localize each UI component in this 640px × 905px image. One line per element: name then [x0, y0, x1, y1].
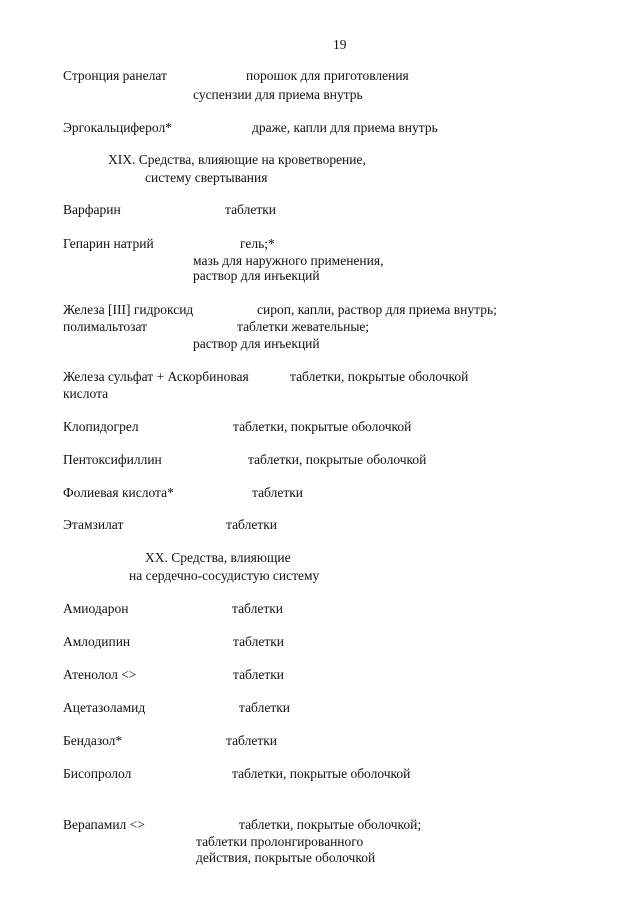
- drug-form: таблетки: [239, 700, 291, 715]
- drug-name: Эргокальциферол*: [63, 120, 172, 135]
- drug-name: Этамзилат: [63, 517, 124, 532]
- drug-form: мазь для наружного применения,: [193, 253, 384, 268]
- drug-form: таблетки: [232, 601, 284, 616]
- drug-form: раствор для инъекций: [193, 268, 320, 283]
- section-heading: на сердечно-сосудистую систему: [129, 568, 320, 583]
- drug-name: Бисопролол: [63, 766, 132, 781]
- drug-name: Фолиевая кислота*: [63, 485, 174, 500]
- page-number: 19: [333, 37, 347, 52]
- drug-form: раствор для инъекций: [193, 336, 320, 351]
- drug-name: Клопидогрел: [63, 419, 139, 434]
- drug-name: Амиодарон: [63, 601, 129, 616]
- section-heading: систему свертывания: [145, 170, 268, 185]
- drug-form: таблетки, покрытые оболочкой: [248, 452, 427, 467]
- drug-name: Стронция ранелат: [63, 68, 167, 83]
- drug-form: гель;*: [240, 236, 275, 251]
- drug-form: таблетки, покрытые оболочкой: [290, 369, 469, 384]
- drug-form: таблетки: [226, 733, 278, 748]
- drug-name: Бендазол*: [63, 733, 123, 748]
- drug-name: кислота: [63, 386, 109, 401]
- section-heading: XX. Средства, влияющие: [145, 550, 291, 565]
- drug-name: Гепарин натрий: [63, 236, 154, 251]
- section-heading: XIX. Средства, влияющие на кроветворение,: [108, 152, 366, 167]
- drug-form: таблетки: [226, 517, 278, 532]
- drug-name: Варфарин: [63, 202, 121, 217]
- drug-form: таблетки пролонгированного: [196, 834, 364, 849]
- drug-name: Железа сульфат + Аскорбиновая: [63, 369, 249, 384]
- drug-form: таблетки: [252, 485, 304, 500]
- drug-form: таблетки, покрытые оболочкой: [232, 766, 411, 781]
- drug-form: действия, покрытые оболочкой: [196, 850, 376, 865]
- drug-form: таблетки жевательные;: [237, 319, 370, 334]
- drug-name: Железа [III] гидроксид: [63, 302, 194, 317]
- drug-name: Верапамил <>: [63, 817, 145, 832]
- drug-name: Атенолол <>: [63, 667, 137, 682]
- drug-form: таблетки, покрытые оболочкой: [233, 419, 412, 434]
- drug-name: Пентоксифиллин: [63, 452, 162, 467]
- drug-form: таблетки, покрытые оболочкой;: [239, 817, 422, 832]
- drug-form: порошок для приготовления: [246, 68, 409, 83]
- drug-name: полимальтозат: [63, 319, 148, 334]
- drug-form: таблетки: [233, 667, 285, 682]
- drug-form: драже, капли для приема внутрь: [252, 120, 438, 135]
- drug-form: таблетки: [225, 202, 277, 217]
- drug-name: Амлодипин: [63, 634, 131, 649]
- drug-form: суспензии для приема внутрь: [193, 87, 363, 102]
- drug-name: Ацетазоламид: [63, 700, 146, 715]
- drug-form: сироп, капли, раствор для приема внутрь;: [257, 302, 497, 317]
- drug-form: таблетки: [233, 634, 285, 649]
